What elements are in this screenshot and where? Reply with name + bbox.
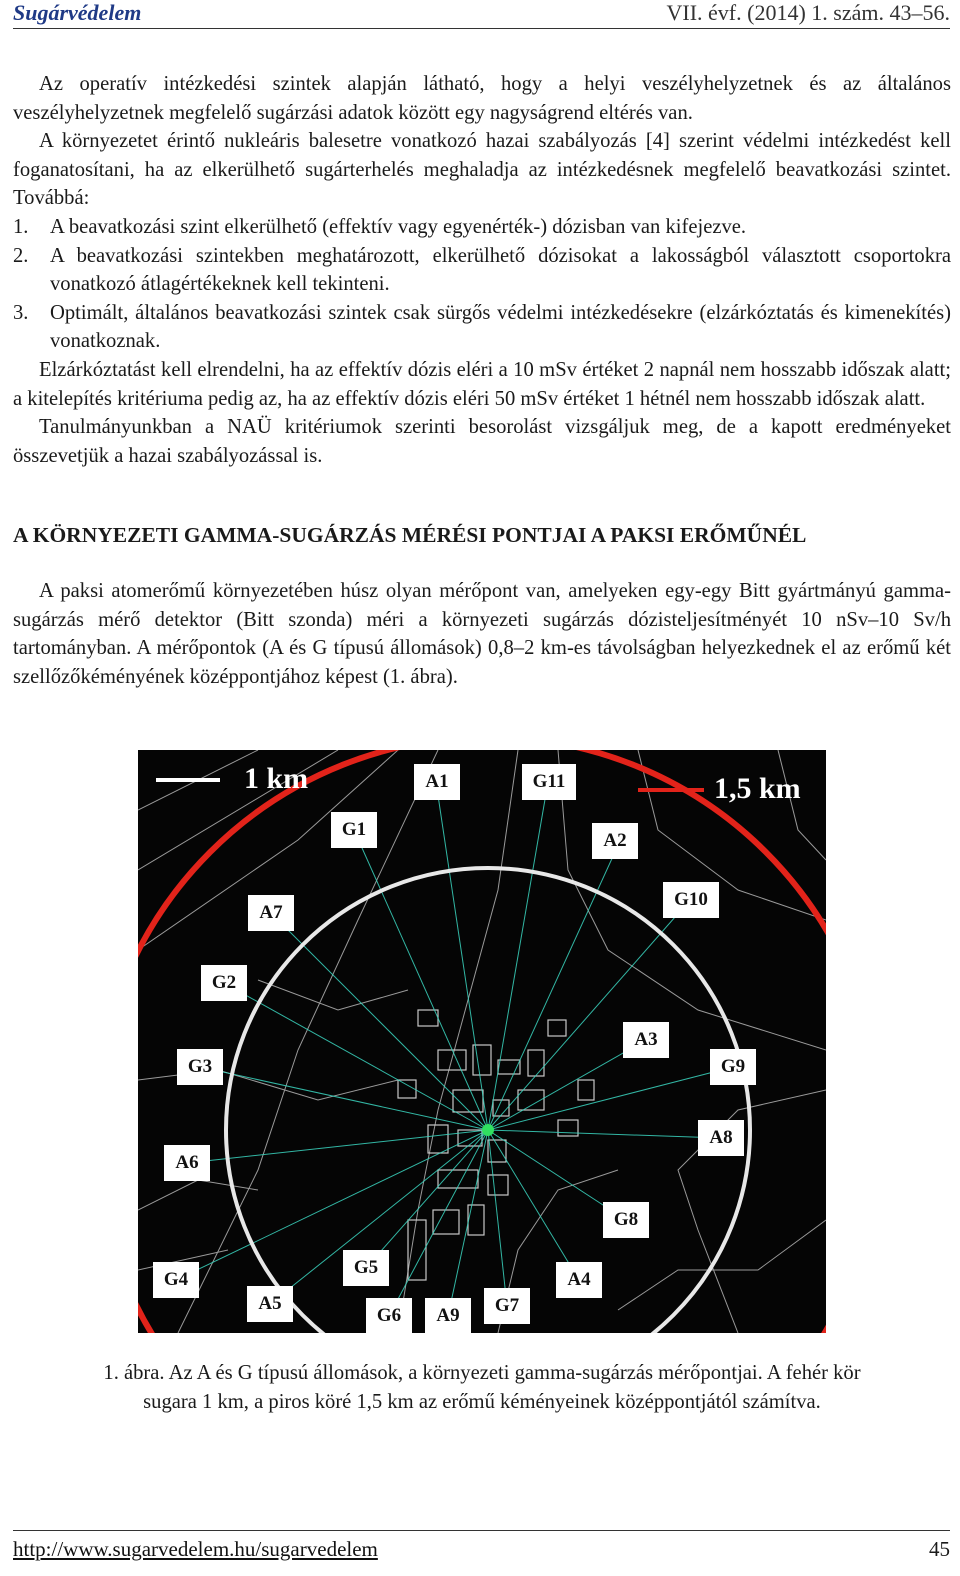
list-text: Optimált, általános beavatkozási szintek csak sürgős védelmi intézkedésekre (elzárkóztatás és kimenekítés) vonatkoznak. — [50, 301, 951, 353]
station-a5: A5 — [247, 1286, 293, 1322]
intro-paragraph-2: A környezetet érintő nukleáris balesetre vonatkozó hazai szabályozás [4] szerint védelmi intézkedést kell foganatosítani, ha az elkerülhető sugárterhelés meghaladja az intézkedésnek megfelelő beavatkozási szintet. Továbbá: — [13, 130, 951, 210]
station-g1: G1 — [331, 812, 377, 848]
station-a8: A8 — [698, 1120, 744, 1156]
station-a2: A2 — [592, 823, 638, 859]
list-item — [13, 299, 951, 356]
numbered-list — [13, 213, 951, 356]
list-number: 2. — [13, 244, 29, 267]
figure-caption — [13, 1359, 951, 1417]
intro-text — [13, 70, 951, 470]
station-a9: A9 — [425, 1298, 471, 1333]
journal-title: Sugárvédelem — [13, 0, 142, 25]
one-km-circle — [226, 868, 750, 1333]
list-number: 3. — [13, 301, 29, 324]
scale-label-red: 1,5 km — [714, 772, 801, 805]
intro-paragraph-4: Tanulmányunkban a NAÜ kritériumok szerinti besorolást vizsgáljuk meg, de a kapott eredményeket összevetjük a hazai szabályozással is. — [13, 416, 951, 467]
intro-paragraph-3: Elzárkóztatást kell elrendelni, ha az effektív dózis eléri a 10 mSv értéket 2 napnál nem hosszabb időszak alatt; a kitelepítés kritériuma pedig az, ha az effektív dózis eléri 50 mSv értéket 1 hétnél nem hosszabb időszak alatt. — [13, 358, 951, 410]
caption-line-2: sugara 1 km, a piros köré 1,5 km az erőmű kéményeinek középpontjától számítva. — [143, 1391, 821, 1413]
list-item — [13, 242, 951, 299]
station-a6: A6 — [164, 1145, 210, 1181]
list-item — [13, 213, 951, 242]
section-heading: A KÖRNYEZETI GAMMA-SUGÁRZÁS MÉRÉSI PONTJAI A PAKSI ERŐMŰNÉL — [13, 523, 807, 547]
plant-buildings — [398, 1010, 594, 1280]
station-g2: G2 — [201, 965, 247, 1001]
station-g3: G3 — [177, 1049, 223, 1085]
station-g9: G9 — [710, 1049, 756, 1085]
issue-info: VII. évf. (2014) 1. szám. 43–56. — [666, 0, 950, 25]
station-g7: G7 — [484, 1288, 530, 1324]
scale-label-white: 1 km — [244, 762, 309, 795]
station-g11: G11 — [522, 764, 576, 800]
station-g8: G8 — [603, 1202, 649, 1238]
station-a7: A7 — [248, 895, 294, 931]
station-a4: A4 — [556, 1262, 602, 1298]
station-g4: G4 — [153, 1262, 199, 1298]
section-paragraph: A paksi atomerőmű környezetében húsz olyan mérőpont van, amelyeken egy-egy Bitt gyártmányú gamma-sugárzás mérő detektor (Bitt szonda) méri a környezeti sugárzás dózisteljesítményét 10 nSv–10 Sv/h tartományban. A mérőpontok (A és G típusú állomások) 0,8–2 km-es távolságban helyezkednek el az erőmű két szellőzőkéményének középpontjához képest (1. ábra). — [13, 580, 951, 688]
map-graphic — [138, 750, 826, 1333]
intro-paragraph-1: Az operatív intézkedési szintek alapján látható, hogy a helyi veszélyhelyzetnek és az általános veszélyhelyzetnek megfelelő sugárzási adatok között egy nagyságrend eltérés van. — [13, 73, 951, 124]
caption-line-1: 1. ábra. Az A és G típusú állomások, a környezeti gamma-sugárzás mérőpontjai. A fehér kör — [103, 1362, 861, 1384]
station-g10: G10 — [663, 882, 719, 918]
list-text: A beavatkozási szintekben meghatározott, elkerülhető dózisokat a lakosságból választott csoportokra vonatkozó átlagértékeknek kell tekinteni. — [50, 244, 951, 296]
page-header — [13, 0, 950, 29]
station-g5: G5 — [343, 1250, 389, 1286]
station-map-figure — [138, 750, 826, 1333]
station-g6: G6 — [366, 1298, 412, 1333]
page-number: 45 — [929, 1537, 950, 1561]
page-footer — [13, 1530, 950, 1571]
journal-url-link[interactable]: http://www.sugarvedelem.hu/sugarvedelem — [13, 1537, 378, 1561]
list-text: A beavatkozási szint elkerülhető (effektív vagy egyenérték-) dózisban van kifejezve. — [50, 215, 747, 238]
list-number: 1. — [13, 215, 29, 238]
station-a1: A1 — [414, 764, 460, 800]
plant-center-marker — [482, 1124, 494, 1136]
station-a3: A3 — [623, 1022, 669, 1058]
